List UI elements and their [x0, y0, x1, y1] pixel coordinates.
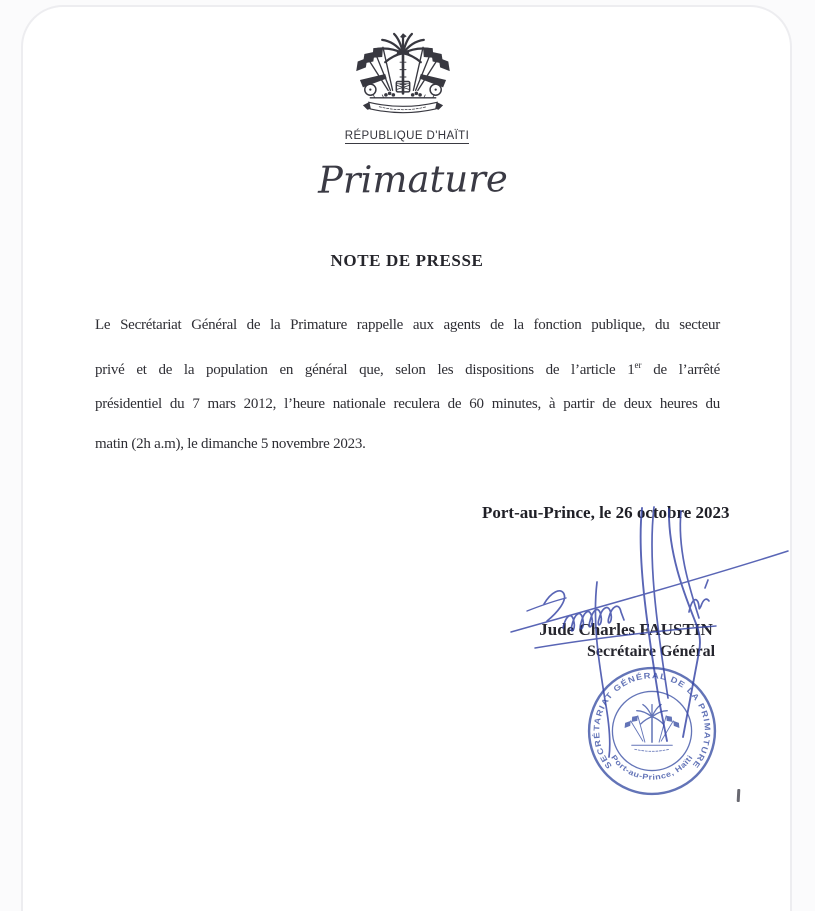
body-line: privé et de la population en général que, selon les dispositions de l’article 1er de l’arrêté	[95, 359, 721, 378]
signatory-title: Secrétaire Général	[586, 643, 716, 660]
signatory-name: Jude Charles FAUSTIN	[539, 620, 713, 639]
press-note-title: NOTE DE PRESSE	[330, 251, 484, 270]
institution-name: Primature	[317, 157, 509, 202]
superscript-er: er	[634, 359, 642, 370]
republic-label: RÉPUBLIQUE D'HAÏTI	[344, 130, 470, 142]
republic-label-row	[317, 126, 497, 144]
dateline: Port-au-Prince, le 26 octobre 2023	[482, 503, 730, 522]
official-stamp-seal	[585, 663, 719, 799]
body-line: présidentiel du 7 mars 2012, l’heure nationale reculera de 60 minutes, à partir de deux heures du	[95, 396, 720, 412]
stamp-bottom-text: Port-au-Prince, Haïti	[609, 753, 695, 782]
haiti-coat-of-arms-icon	[351, 31, 455, 129]
body-line: Le Secrétariat Général de la Primature rappelle aux agents de la fonction publique, du secteur	[95, 317, 720, 333]
body-line: matin (2h a.m), le dimanche 5 novembre 2023.	[95, 435, 366, 452]
stamp-arc-text: SECRÉTARIAT GÉNÉRAL DE LA PRIMATURE	[592, 671, 712, 771]
press-note-body	[95, 306, 720, 464]
